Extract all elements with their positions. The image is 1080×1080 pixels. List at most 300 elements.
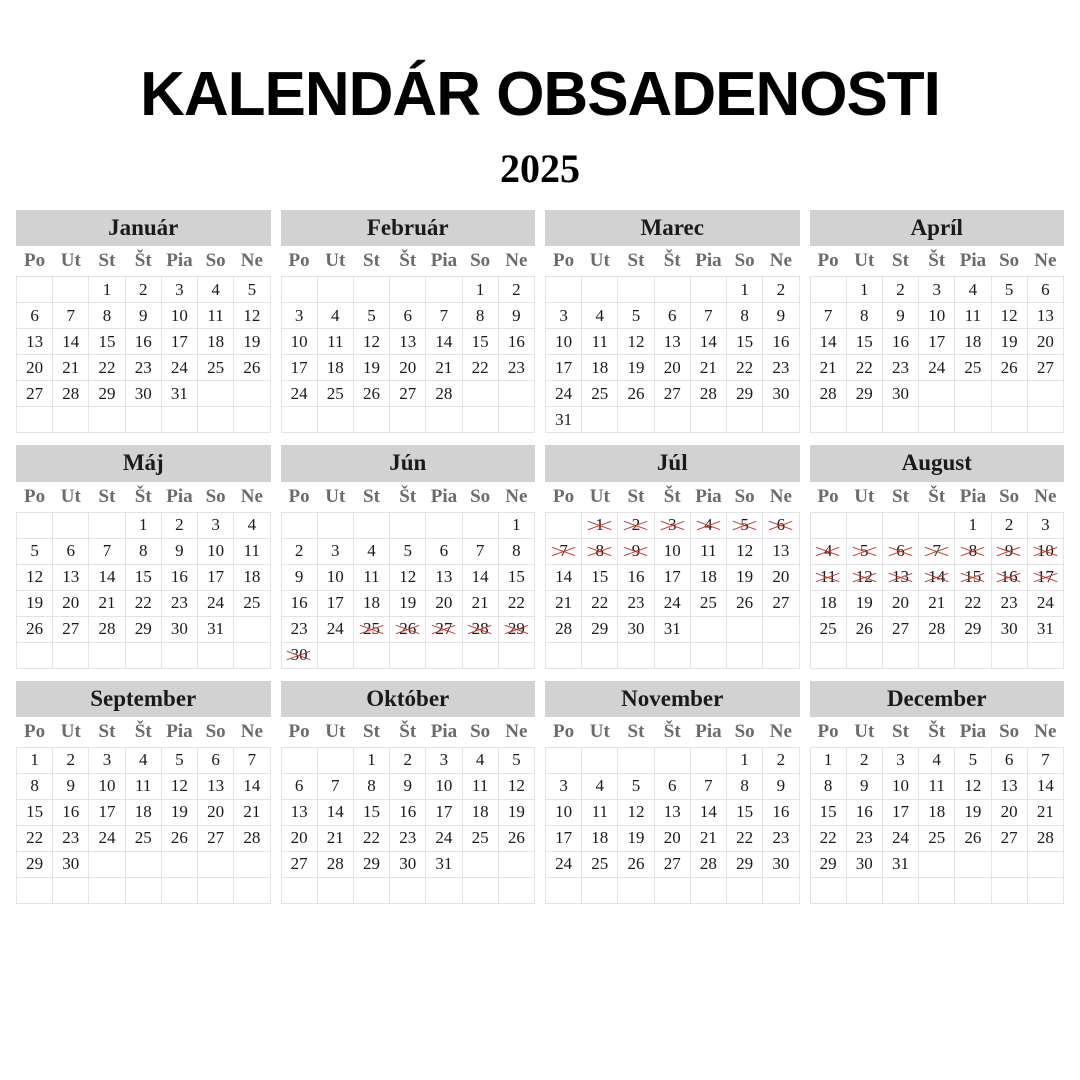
- day-cell[interactable]: 18: [810, 590, 846, 616]
- day-cell[interactable]: 21: [919, 590, 955, 616]
- day-cell[interactable]: 10: [198, 538, 234, 564]
- day-cell-booked[interactable]: 17: [1027, 564, 1063, 590]
- day-cell[interactable]: 19: [17, 590, 53, 616]
- day-cell[interactable]: 20: [17, 355, 53, 381]
- day-cell[interactable]: 29: [17, 851, 53, 877]
- day-cell[interactable]: 15: [727, 799, 763, 825]
- day-cell[interactable]: 30: [125, 381, 161, 407]
- day-cell-booked[interactable]: 5: [846, 538, 882, 564]
- day-cell[interactable]: 24: [546, 851, 582, 877]
- day-cell[interactable]: 17: [654, 564, 690, 590]
- day-cell[interactable]: 8: [462, 303, 498, 329]
- day-cell[interactable]: 15: [727, 329, 763, 355]
- day-cell[interactable]: 16: [618, 564, 654, 590]
- day-cell[interactable]: 4: [317, 303, 353, 329]
- day-cell[interactable]: 23: [991, 590, 1027, 616]
- day-cell[interactable]: 22: [955, 590, 991, 616]
- day-cell[interactable]: 1: [727, 277, 763, 303]
- day-cell[interactable]: 27: [654, 381, 690, 407]
- day-cell[interactable]: 13: [53, 564, 89, 590]
- day-cell[interactable]: 6: [1027, 277, 1063, 303]
- day-cell[interactable]: 30: [53, 851, 89, 877]
- day-cell[interactable]: 30: [846, 851, 882, 877]
- day-cell[interactable]: 23: [125, 355, 161, 381]
- day-cell[interactable]: 27: [654, 851, 690, 877]
- day-cell[interactable]: 18: [125, 799, 161, 825]
- day-cell[interactable]: 29: [727, 851, 763, 877]
- day-cell-booked[interactable]: 6: [882, 538, 918, 564]
- day-cell[interactable]: 1: [955, 512, 991, 538]
- day-cell[interactable]: 2: [390, 747, 426, 773]
- day-cell[interactable]: 13: [991, 773, 1027, 799]
- day-cell[interactable]: 4: [234, 512, 270, 538]
- day-cell-booked[interactable]: 12: [846, 564, 882, 590]
- day-cell[interactable]: 13: [17, 329, 53, 355]
- day-cell[interactable]: 21: [690, 355, 726, 381]
- day-cell[interactable]: 23: [846, 825, 882, 851]
- day-cell[interactable]: 31: [161, 381, 197, 407]
- day-cell[interactable]: 19: [955, 799, 991, 825]
- day-cell[interactable]: 24: [882, 825, 918, 851]
- day-cell[interactable]: 14: [810, 329, 846, 355]
- day-cell-booked[interactable]: 4: [810, 538, 846, 564]
- day-cell[interactable]: 13: [390, 329, 426, 355]
- day-cell[interactable]: 25: [125, 825, 161, 851]
- day-cell[interactable]: 10: [919, 303, 955, 329]
- day-cell[interactable]: 26: [161, 825, 197, 851]
- day-cell[interactable]: 18: [462, 799, 498, 825]
- day-cell-booked[interactable]: 4: [690, 512, 726, 538]
- day-cell-booked[interactable]: 9: [991, 538, 1027, 564]
- day-cell[interactable]: 26: [846, 616, 882, 642]
- day-cell[interactable]: 19: [498, 799, 534, 825]
- day-cell[interactable]: 20: [53, 590, 89, 616]
- day-cell[interactable]: 8: [727, 773, 763, 799]
- day-cell[interactable]: 3: [198, 512, 234, 538]
- day-cell[interactable]: 31: [882, 851, 918, 877]
- day-cell[interactable]: 9: [53, 773, 89, 799]
- day-cell[interactable]: 5: [17, 538, 53, 564]
- day-cell[interactable]: 28: [53, 381, 89, 407]
- day-cell-booked[interactable]: 14: [919, 564, 955, 590]
- day-cell[interactable]: 25: [955, 355, 991, 381]
- day-cell-booked[interactable]: 3: [654, 512, 690, 538]
- day-cell[interactable]: 7: [462, 538, 498, 564]
- day-cell[interactable]: 5: [618, 303, 654, 329]
- day-cell[interactable]: 24: [1027, 590, 1063, 616]
- day-cell[interactable]: 27: [53, 616, 89, 642]
- day-cell[interactable]: 7: [53, 303, 89, 329]
- day-cell[interactable]: 23: [882, 355, 918, 381]
- day-cell[interactable]: 26: [618, 851, 654, 877]
- day-cell[interactable]: 28: [546, 616, 582, 642]
- day-cell[interactable]: 26: [498, 825, 534, 851]
- day-cell[interactable]: 12: [353, 329, 389, 355]
- day-cell[interactable]: 23: [161, 590, 197, 616]
- day-cell[interactable]: 28: [89, 616, 125, 642]
- day-cell[interactable]: 19: [234, 329, 270, 355]
- day-cell[interactable]: 2: [161, 512, 197, 538]
- day-cell[interactable]: 16: [498, 329, 534, 355]
- day-cell[interactable]: 22: [498, 590, 534, 616]
- day-cell[interactable]: 19: [618, 355, 654, 381]
- day-cell-booked[interactable]: 7: [919, 538, 955, 564]
- day-cell[interactable]: 13: [198, 773, 234, 799]
- day-cell-booked[interactable]: 2: [618, 512, 654, 538]
- day-cell[interactable]: 17: [161, 329, 197, 355]
- day-cell[interactable]: 28: [810, 381, 846, 407]
- day-cell[interactable]: 9: [161, 538, 197, 564]
- day-cell[interactable]: 20: [654, 355, 690, 381]
- day-cell[interactable]: 12: [618, 329, 654, 355]
- day-cell[interactable]: 29: [582, 616, 618, 642]
- day-cell[interactable]: 14: [690, 329, 726, 355]
- day-cell-booked[interactable]: 11: [810, 564, 846, 590]
- day-cell[interactable]: 17: [882, 799, 918, 825]
- day-cell[interactable]: 6: [390, 303, 426, 329]
- day-cell[interactable]: 24: [426, 825, 462, 851]
- day-cell[interactable]: 6: [991, 747, 1027, 773]
- day-cell[interactable]: 15: [125, 564, 161, 590]
- day-cell[interactable]: 5: [498, 747, 534, 773]
- day-cell[interactable]: 10: [546, 329, 582, 355]
- day-cell[interactable]: 10: [546, 799, 582, 825]
- day-cell[interactable]: 9: [763, 773, 799, 799]
- day-cell[interactable]: 15: [846, 329, 882, 355]
- day-cell[interactable]: 24: [89, 825, 125, 851]
- day-cell[interactable]: 2: [846, 747, 882, 773]
- day-cell[interactable]: 25: [582, 851, 618, 877]
- day-cell[interactable]: 16: [125, 329, 161, 355]
- day-cell-booked[interactable]: 1: [582, 512, 618, 538]
- day-cell[interactable]: 14: [1027, 773, 1063, 799]
- day-cell[interactable]: 26: [955, 825, 991, 851]
- day-cell[interactable]: 5: [390, 538, 426, 564]
- day-cell[interactable]: 25: [690, 590, 726, 616]
- day-cell[interactable]: 11: [125, 773, 161, 799]
- day-cell[interactable]: 29: [955, 616, 991, 642]
- day-cell[interactable]: 16: [281, 590, 317, 616]
- day-cell[interactable]: 25: [234, 590, 270, 616]
- day-cell[interactable]: 18: [234, 564, 270, 590]
- day-cell-booked[interactable]: 27: [426, 616, 462, 642]
- day-cell[interactable]: 6: [53, 538, 89, 564]
- day-cell[interactable]: 3: [317, 538, 353, 564]
- day-cell[interactable]: 7: [234, 747, 270, 773]
- day-cell[interactable]: 3: [546, 303, 582, 329]
- day-cell[interactable]: 9: [125, 303, 161, 329]
- day-cell[interactable]: 1: [810, 747, 846, 773]
- day-cell[interactable]: 30: [991, 616, 1027, 642]
- day-cell[interactable]: 16: [53, 799, 89, 825]
- day-cell[interactable]: 13: [654, 329, 690, 355]
- day-cell[interactable]: 22: [462, 355, 498, 381]
- day-cell-booked[interactable]: 5: [727, 512, 763, 538]
- day-cell[interactable]: 3: [281, 303, 317, 329]
- day-cell[interactable]: 29: [353, 851, 389, 877]
- day-cell[interactable]: 1: [17, 747, 53, 773]
- day-cell[interactable]: 11: [919, 773, 955, 799]
- day-cell[interactable]: 24: [919, 355, 955, 381]
- day-cell[interactable]: 20: [390, 355, 426, 381]
- day-cell[interactable]: 19: [727, 564, 763, 590]
- day-cell[interactable]: 27: [1027, 355, 1063, 381]
- day-cell[interactable]: 7: [1027, 747, 1063, 773]
- day-cell[interactable]: 31: [654, 616, 690, 642]
- day-cell[interactable]: 12: [234, 303, 270, 329]
- day-cell[interactable]: 3: [546, 773, 582, 799]
- day-cell[interactable]: 28: [690, 851, 726, 877]
- day-cell[interactable]: 25: [198, 355, 234, 381]
- day-cell[interactable]: 26: [17, 616, 53, 642]
- day-cell[interactable]: 26: [353, 381, 389, 407]
- day-cell[interactable]: 20: [763, 564, 799, 590]
- day-cell[interactable]: 10: [281, 329, 317, 355]
- day-cell[interactable]: 15: [498, 564, 534, 590]
- day-cell[interactable]: 15: [353, 799, 389, 825]
- day-cell[interactable]: 26: [991, 355, 1027, 381]
- day-cell[interactable]: 7: [89, 538, 125, 564]
- day-cell[interactable]: 15: [17, 799, 53, 825]
- day-cell[interactable]: 11: [198, 303, 234, 329]
- day-cell[interactable]: 16: [390, 799, 426, 825]
- day-cell[interactable]: 1: [498, 512, 534, 538]
- day-cell[interactable]: 3: [89, 747, 125, 773]
- day-cell[interactable]: 3: [426, 747, 462, 773]
- day-cell-booked[interactable]: 28: [462, 616, 498, 642]
- day-cell[interactable]: 11: [955, 303, 991, 329]
- day-cell[interactable]: 18: [198, 329, 234, 355]
- day-cell[interactable]: 3: [1027, 512, 1063, 538]
- day-cell[interactable]: 29: [846, 381, 882, 407]
- day-cell[interactable]: 7: [317, 773, 353, 799]
- day-cell[interactable]: 31: [198, 616, 234, 642]
- day-cell[interactable]: 27: [991, 825, 1027, 851]
- day-cell[interactable]: 12: [17, 564, 53, 590]
- day-cell-booked[interactable]: 30: [281, 642, 317, 668]
- day-cell[interactable]: 31: [426, 851, 462, 877]
- day-cell[interactable]: 19: [846, 590, 882, 616]
- day-cell[interactable]: 8: [17, 773, 53, 799]
- day-cell[interactable]: 7: [810, 303, 846, 329]
- day-cell[interactable]: 22: [582, 590, 618, 616]
- day-cell[interactable]: 21: [462, 590, 498, 616]
- day-cell[interactable]: 11: [462, 773, 498, 799]
- day-cell[interactable]: 14: [89, 564, 125, 590]
- day-cell-booked[interactable]: 15: [955, 564, 991, 590]
- day-cell[interactable]: 1: [727, 747, 763, 773]
- day-cell[interactable]: 6: [654, 773, 690, 799]
- day-cell[interactable]: 12: [390, 564, 426, 590]
- day-cell[interactable]: 8: [125, 538, 161, 564]
- day-cell[interactable]: 27: [390, 381, 426, 407]
- day-cell[interactable]: 11: [353, 564, 389, 590]
- day-cell[interactable]: 2: [763, 747, 799, 773]
- day-cell[interactable]: 14: [426, 329, 462, 355]
- day-cell[interactable]: 27: [17, 381, 53, 407]
- day-cell[interactable]: 12: [498, 773, 534, 799]
- day-cell[interactable]: 11: [582, 799, 618, 825]
- day-cell[interactable]: 28: [426, 381, 462, 407]
- day-cell[interactable]: 25: [462, 825, 498, 851]
- day-cell[interactable]: 14: [462, 564, 498, 590]
- day-cell[interactable]: 5: [353, 303, 389, 329]
- day-cell[interactable]: 10: [89, 773, 125, 799]
- day-cell[interactable]: 18: [690, 564, 726, 590]
- day-cell[interactable]: 30: [161, 616, 197, 642]
- day-cell[interactable]: 15: [462, 329, 498, 355]
- day-cell[interactable]: 13: [281, 799, 317, 825]
- day-cell[interactable]: 29: [89, 381, 125, 407]
- day-cell[interactable]: 2: [498, 277, 534, 303]
- day-cell[interactable]: 22: [17, 825, 53, 851]
- day-cell[interactable]: 11: [690, 538, 726, 564]
- day-cell-booked[interactable]: 9: [618, 538, 654, 564]
- day-cell[interactable]: 29: [810, 851, 846, 877]
- day-cell[interactable]: 24: [281, 381, 317, 407]
- day-cell[interactable]: 13: [426, 564, 462, 590]
- day-cell[interactable]: 11: [582, 329, 618, 355]
- day-cell-booked[interactable]: 8: [955, 538, 991, 564]
- day-cell[interactable]: 18: [353, 590, 389, 616]
- day-cell[interactable]: 9: [498, 303, 534, 329]
- day-cell-booked[interactable]: 29: [498, 616, 534, 642]
- day-cell[interactable]: 5: [161, 747, 197, 773]
- day-cell[interactable]: 24: [654, 590, 690, 616]
- day-cell[interactable]: 2: [281, 538, 317, 564]
- day-cell[interactable]: 8: [353, 773, 389, 799]
- day-cell[interactable]: 27: [763, 590, 799, 616]
- day-cell-booked[interactable]: 25: [353, 616, 389, 642]
- day-cell[interactable]: 6: [198, 747, 234, 773]
- day-cell[interactable]: 4: [955, 277, 991, 303]
- day-cell[interactable]: 17: [281, 355, 317, 381]
- day-cell[interactable]: 5: [234, 277, 270, 303]
- day-cell[interactable]: 10: [161, 303, 197, 329]
- day-cell[interactable]: 25: [810, 616, 846, 642]
- day-cell[interactable]: 16: [846, 799, 882, 825]
- day-cell[interactable]: 7: [690, 773, 726, 799]
- day-cell[interactable]: 23: [763, 355, 799, 381]
- day-cell[interactable]: 20: [654, 825, 690, 851]
- day-cell[interactable]: 8: [727, 303, 763, 329]
- day-cell[interactable]: 4: [462, 747, 498, 773]
- day-cell-booked[interactable]: 13: [882, 564, 918, 590]
- day-cell[interactable]: 13: [1027, 303, 1063, 329]
- day-cell[interactable]: 4: [353, 538, 389, 564]
- day-cell[interactable]: 23: [281, 616, 317, 642]
- day-cell[interactable]: 19: [390, 590, 426, 616]
- day-cell[interactable]: 17: [546, 355, 582, 381]
- day-cell[interactable]: 12: [991, 303, 1027, 329]
- day-cell[interactable]: 30: [390, 851, 426, 877]
- day-cell[interactable]: 20: [198, 799, 234, 825]
- day-cell[interactable]: 21: [1027, 799, 1063, 825]
- day-cell[interactable]: 1: [462, 277, 498, 303]
- day-cell[interactable]: 21: [89, 590, 125, 616]
- day-cell[interactable]: 9: [390, 773, 426, 799]
- day-cell[interactable]: 23: [53, 825, 89, 851]
- day-cell[interactable]: 23: [498, 355, 534, 381]
- day-cell[interactable]: 17: [89, 799, 125, 825]
- day-cell[interactable]: 14: [234, 773, 270, 799]
- day-cell[interactable]: 28: [1027, 825, 1063, 851]
- day-cell[interactable]: 1: [353, 747, 389, 773]
- day-cell[interactable]: 22: [353, 825, 389, 851]
- day-cell[interactable]: 1: [89, 277, 125, 303]
- day-cell[interactable]: 27: [198, 825, 234, 851]
- day-cell[interactable]: 26: [618, 381, 654, 407]
- day-cell[interactable]: 17: [317, 590, 353, 616]
- day-cell[interactable]: 4: [198, 277, 234, 303]
- day-cell[interactable]: 17: [426, 799, 462, 825]
- day-cell[interactable]: 24: [546, 381, 582, 407]
- day-cell[interactable]: 20: [1027, 329, 1063, 355]
- day-cell[interactable]: 2: [991, 512, 1027, 538]
- day-cell[interactable]: 2: [882, 277, 918, 303]
- day-cell-booked[interactable]: 16: [991, 564, 1027, 590]
- day-cell[interactable]: 20: [882, 590, 918, 616]
- day-cell[interactable]: 21: [546, 590, 582, 616]
- day-cell[interactable]: 26: [727, 590, 763, 616]
- day-cell[interactable]: 21: [810, 355, 846, 381]
- day-cell[interactable]: 9: [846, 773, 882, 799]
- day-cell[interactable]: 22: [727, 825, 763, 851]
- day-cell[interactable]: 23: [618, 590, 654, 616]
- day-cell[interactable]: 12: [161, 773, 197, 799]
- day-cell[interactable]: 30: [763, 851, 799, 877]
- day-cell[interactable]: 25: [317, 381, 353, 407]
- day-cell[interactable]: 18: [955, 329, 991, 355]
- day-cell[interactable]: 13: [763, 538, 799, 564]
- day-cell-booked[interactable]: 6: [763, 512, 799, 538]
- day-cell[interactable]: 17: [546, 825, 582, 851]
- day-cell[interactable]: 18: [919, 799, 955, 825]
- day-cell[interactable]: 29: [125, 616, 161, 642]
- day-cell[interactable]: 21: [53, 355, 89, 381]
- day-cell[interactable]: 2: [763, 277, 799, 303]
- day-cell[interactable]: 16: [763, 799, 799, 825]
- day-cell[interactable]: 20: [281, 825, 317, 851]
- day-cell[interactable]: 22: [125, 590, 161, 616]
- day-cell[interactable]: 4: [582, 303, 618, 329]
- day-cell[interactable]: 30: [882, 381, 918, 407]
- day-cell[interactable]: 24: [161, 355, 197, 381]
- day-cell[interactable]: 24: [317, 616, 353, 642]
- day-cell[interactable]: 23: [390, 825, 426, 851]
- day-cell[interactable]: 11: [234, 538, 270, 564]
- day-cell[interactable]: 27: [281, 851, 317, 877]
- day-cell[interactable]: 15: [810, 799, 846, 825]
- day-cell[interactable]: 30: [618, 616, 654, 642]
- day-cell[interactable]: 25: [582, 381, 618, 407]
- day-cell[interactable]: 8: [846, 303, 882, 329]
- day-cell[interactable]: 18: [317, 355, 353, 381]
- day-cell[interactable]: 2: [125, 277, 161, 303]
- day-cell[interactable]: 19: [618, 825, 654, 851]
- day-cell[interactable]: 9: [281, 564, 317, 590]
- day-cell[interactable]: 17: [919, 329, 955, 355]
- day-cell[interactable]: 15: [89, 329, 125, 355]
- day-cell[interactable]: 23: [763, 825, 799, 851]
- day-cell[interactable]: 16: [763, 329, 799, 355]
- day-cell[interactable]: 28: [919, 616, 955, 642]
- day-cell[interactable]: 8: [810, 773, 846, 799]
- day-cell[interactable]: 6: [426, 538, 462, 564]
- day-cell[interactable]: 6: [17, 303, 53, 329]
- day-cell[interactable]: 31: [546, 407, 582, 433]
- day-cell[interactable]: 10: [426, 773, 462, 799]
